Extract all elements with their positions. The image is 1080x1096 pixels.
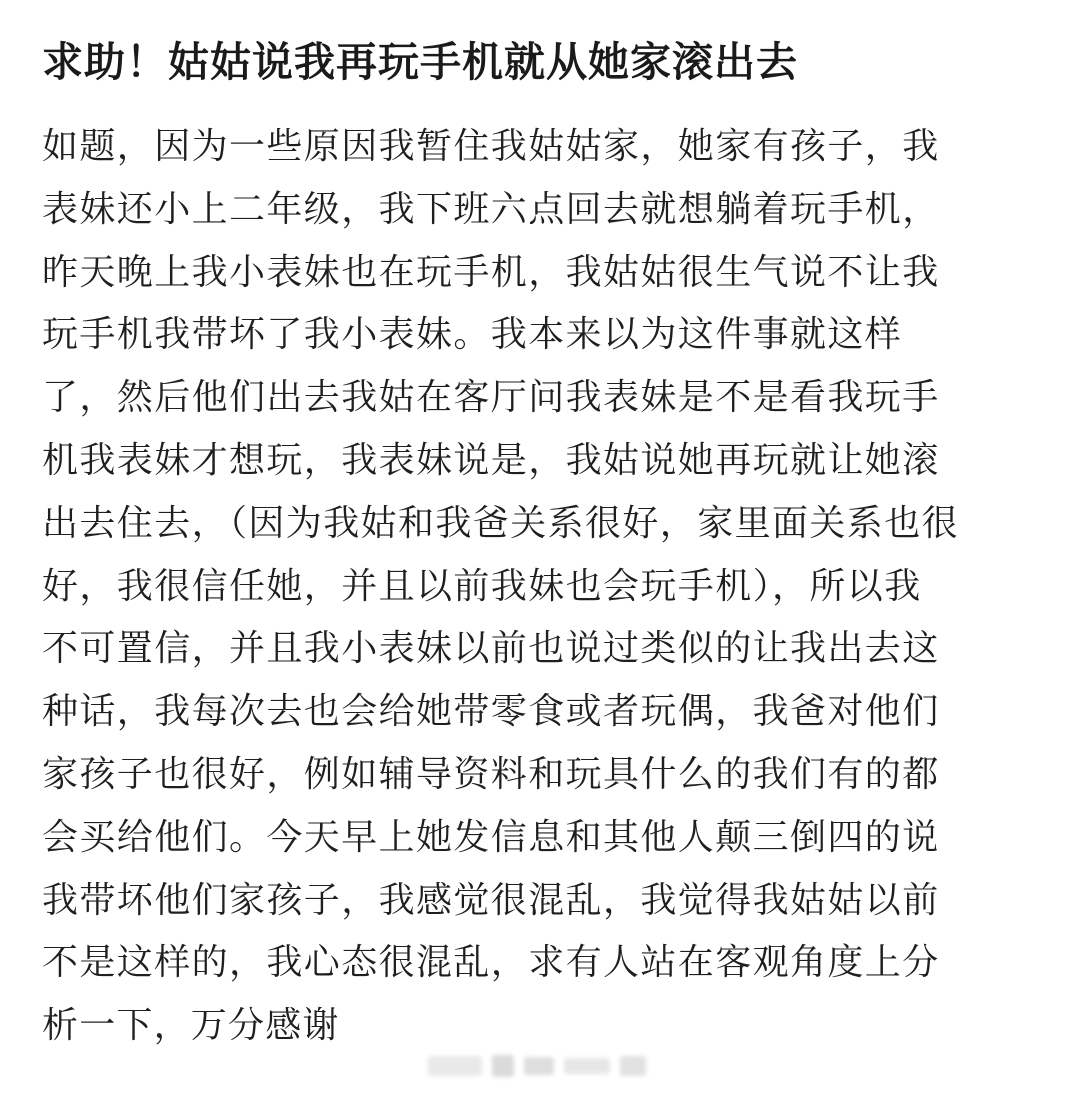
body-line: 昨天晚上我小表妹也在玩手机，我姑姑很生气说不让我: [42, 251, 940, 293]
body-line: 好，我很信任她，并且以前我妹也会玩手机），所以我: [42, 565, 922, 607]
body-line: 不可置信，并且我小表妹以前也说过类似的让我出去这: [42, 628, 940, 670]
body-line: 不是这样的，我心态很混乱，求有人站在客观角度上分: [42, 942, 940, 984]
body-line: 玩手机我带坏了我小表妹。我本来以为这件事就这样: [42, 314, 903, 356]
body-line: 家孩子也很好，例如辅导资料和玩具什么的我们有的都: [42, 753, 940, 795]
body-line: 表妹还小上二年级，我下班六点回去就想躺着玩手机，: [42, 188, 940, 230]
body-line: 机我表妹才想玩，我表妹说是，我姑说她再玩就让她滚: [42, 439, 940, 481]
watermark-blur: [564, 1058, 610, 1074]
body-line: 会买给他们。今天早上她发信息和其他人颠三倒四的说: [42, 816, 940, 858]
body-line: 我带坏他们家孩子，我感觉很混乱，我觉得我姑姑以前: [42, 879, 940, 921]
body-line: 出去住去，（因为我姑和我爸关系很好，家里面关系也很: [42, 502, 960, 544]
body-line-last: 析一下，万分感谢: [42, 1005, 340, 1047]
watermark-blur: [492, 1055, 514, 1077]
body-line: 了，然后他们出去我姑在客厅问我表妹是不是看我玩手: [42, 377, 940, 419]
watermark-blur: [620, 1056, 646, 1076]
blurred-watermark: [428, 1046, 668, 1086]
post-title: 求助！姑姑说我再玩手机就从她家滚出去: [42, 38, 798, 86]
post-body: [42, 116, 1052, 1058]
watermark-blur: [524, 1057, 554, 1075]
watermark-blur: [428, 1056, 482, 1076]
body-line: 如题，因为一些原因我暂住我姑姑家，她家有孩子，我: [42, 126, 940, 167]
body-line: 种话，我每次去也会给她带零食或者玩偶，我爸对他们: [42, 691, 940, 733]
